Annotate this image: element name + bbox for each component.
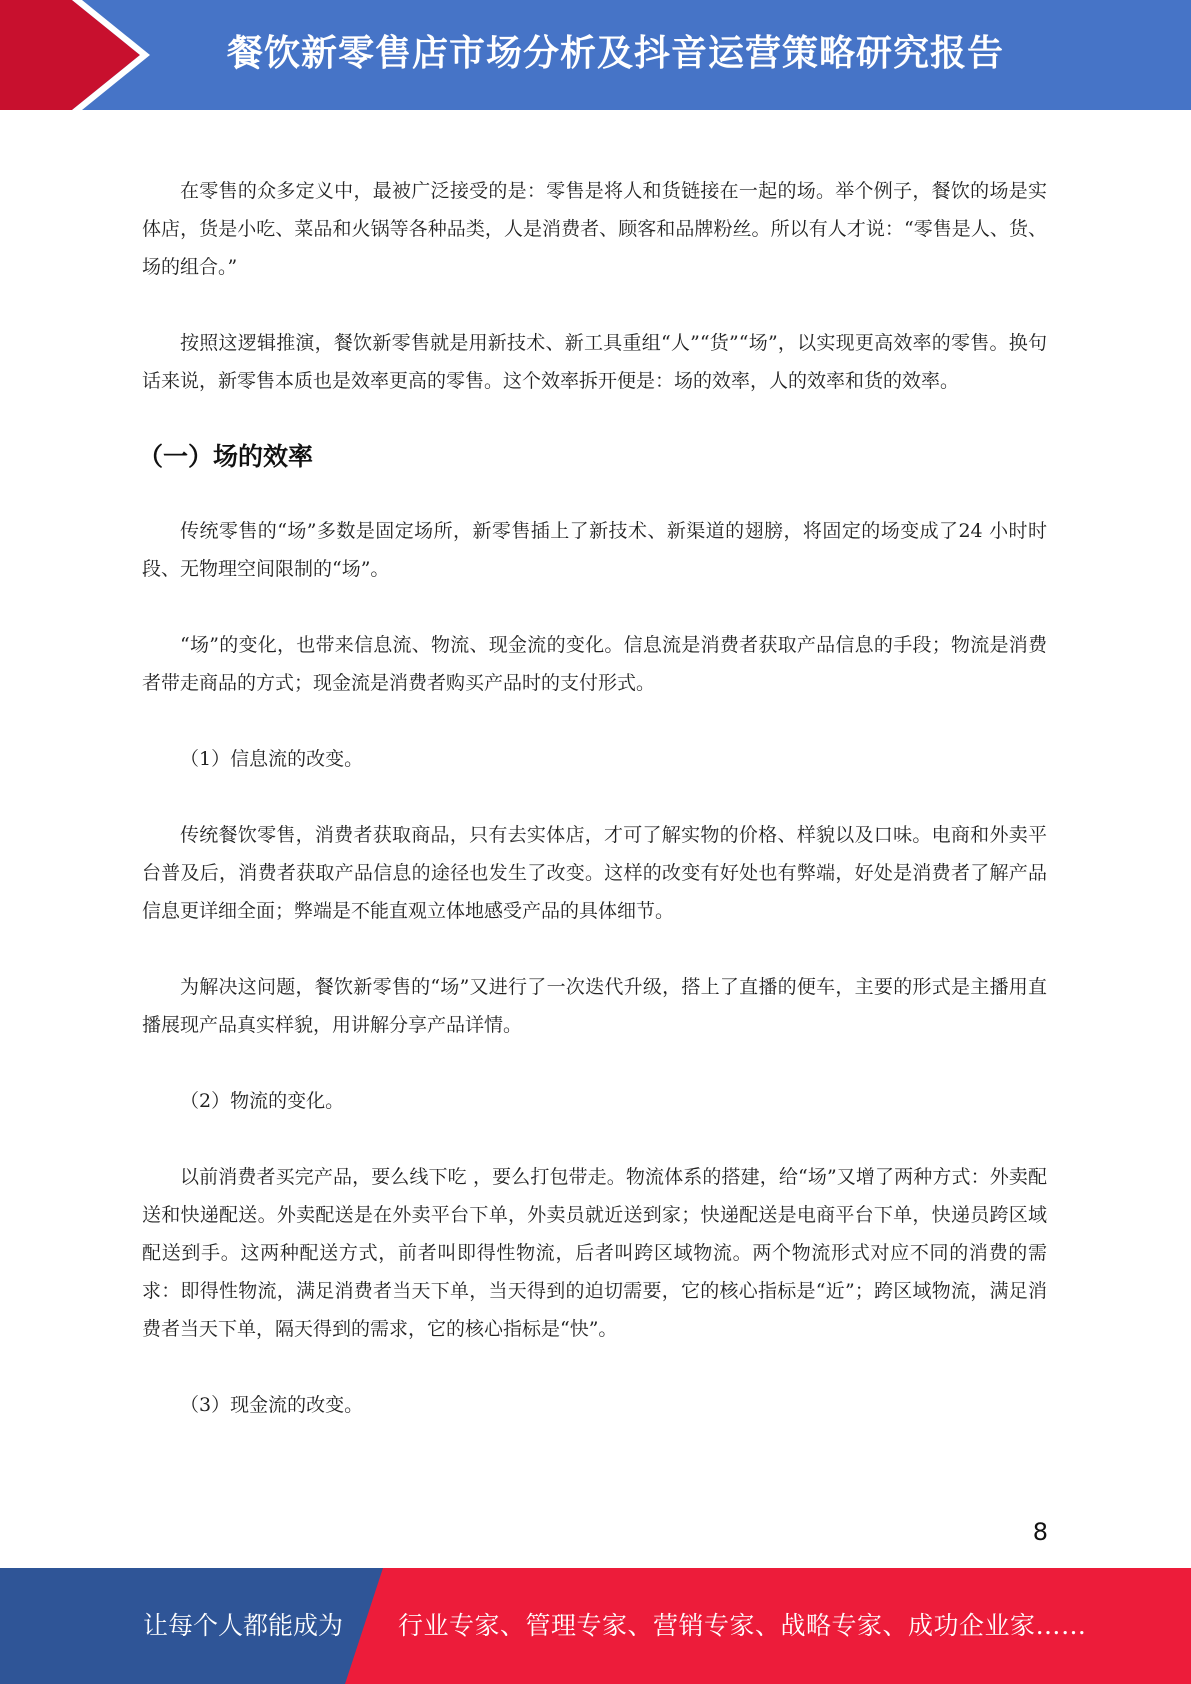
subheading-information-flow: （1）信息流的改变。 <box>180 748 364 770</box>
paragraph-flow-changes: “场”的变化，也带来信息流、物流、现金流的变化。信息流是消费者获取产品信息的手段；物流是消费者带走商品的方式；现金流是消费者购买产品时的支付形式。 <box>142 634 1047 694</box>
paragraph-livestream-upgrade: 为解决这问题，餐饮新零售的“场”又进行了一次迭代升级，搭上了直播的便车，主要的形式是主播用直播展现产品真实样貌，用讲解分享产品详情。 <box>142 976 1047 1036</box>
section-heading-venue-efficiency: （一）场的效率 <box>138 442 314 471</box>
subheading-logistics: （2）物流的变化。 <box>180 1090 345 1112</box>
page-footer <box>0 1568 1191 1684</box>
paragraph-retail-definition: 在零售的众多定义中，最被广泛接受的是：零售是将人和货链接在一起的场。举个例子，餐饮的场是实体店，货是小吃、菜品和火锅等各种品类，人是消费者、顾客和品牌粉丝。所以有人才说：“零售是人、货、场的组合。” <box>142 180 1047 278</box>
paragraph-logistics: 以前消费者买完产品，要么线下吃 ，要么打包带走。物流体系的搭建，给“场”又增了两种方式：外卖配送和快递配送。外卖配送是在外卖平台下单，外卖员就近送到家；快递配送是电商平台下单，快递员跨区域配送到手。这两种配送方式，前者叫即得性物流，后者叫跨区域物流。两个物流形式对应不同的消费的需求：即得性物流，满足消费者当天下单，当天得到的迫切需要，它的核心指标是“近”；跨区域物流，满足消费者当天下单，隔天得到的需求，它的核心指标是“快”。 <box>142 1166 1047 1340</box>
footer-slogan-right: 行业专家、管理专家、营销专家、战略专家、成功企业家…… <box>398 1611 1087 1640</box>
report-title: 餐饮新零售店市场分析及抖音运营策略研究报告 <box>226 33 1004 74</box>
footer-slogan-left: 让每个人都能成为 <box>143 1611 344 1640</box>
paragraph-information-flow: 传统餐饮零售，消费者获取商品，只有去实体店，才可了解实物的价格、样貌以及口味。电商和外卖平台普及后，消费者获取产品信息的途径也发生了改变。这样的改变有好处也有弊端，好处是消费者了解产品信息更详细全面；弊端是不能直观立体地感受产品的具体细节。 <box>142 824 1047 922</box>
page-number: 8 <box>1032 1518 1048 1546</box>
page-content <box>138 172 1047 1462</box>
page-header <box>0 0 1191 110</box>
header-red-arrow-decoration <box>0 0 150 110</box>
paragraph-traditional-venue: 传统零售的“场”多数是固定场所，新零售插上了新技术、新渠道的翅膀，将固定的场变成了24 小时时段、无物理空间限制的“场”。 <box>142 520 1047 580</box>
paragraph-new-retail-logic: 按照这逻辑推演，餐饮新零售就是用新技术、新工具重组“人”“货”“场”，以实现更高效率的零售。换句话来说，新零售本质也是效率更高的零售。这个效率拆开便是：场的效率，人的效率和货的效率。 <box>142 332 1047 392</box>
subheading-cash-flow: （3）现金流的改变。 <box>180 1394 364 1416</box>
